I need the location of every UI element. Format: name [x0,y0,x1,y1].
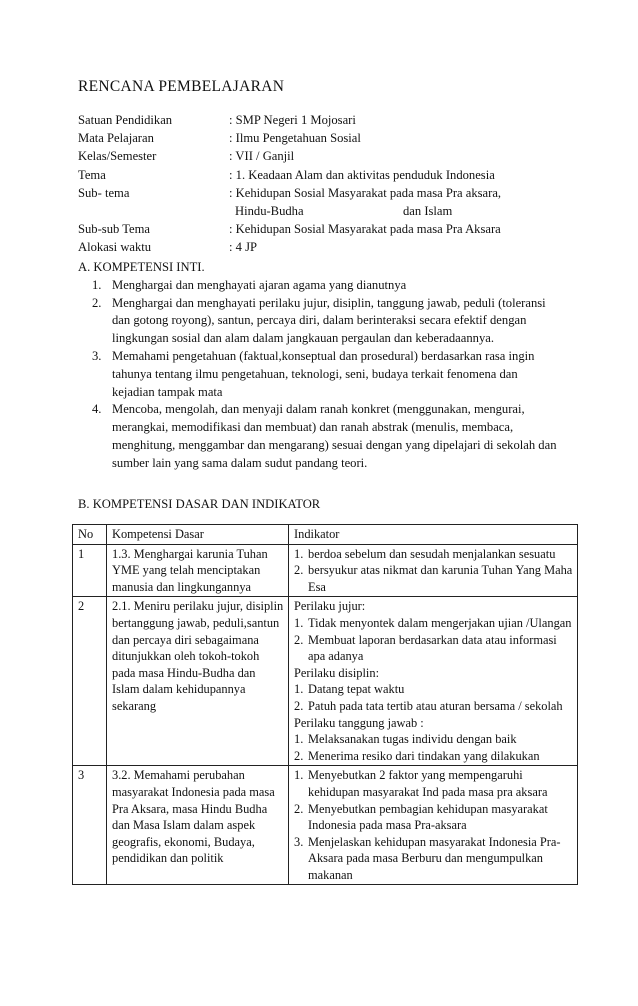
list-number: 2. [92,295,102,310]
cell-indikator [289,544,578,597]
indicator-number: 1. [294,615,304,630]
meta-row [78,220,559,238]
indicator-text: Menyebutkan pembagian kehidupan masyarakat Indonesia pada masa Pra-aksara [308,801,548,833]
list-item [78,401,558,472]
list-item [78,277,558,295]
section-heading: A. KOMPETENSI INTI. [78,260,205,274]
meta-row [78,147,559,165]
indicator-item [294,681,573,698]
list-number: 4. [92,402,102,417]
list-number: 1. [92,277,102,292]
indicator-item [294,698,573,715]
table-row [73,597,578,766]
indicator-item [294,632,573,665]
indicator-item [294,562,573,595]
indicator-text: Menjelaskan kehidupan masyarakat Indonesia Pra-Aksara pada masa Berburu dan mengumpulkan makanan [308,834,561,882]
indicator-group-title: Perilaku jujur: [294,599,366,614]
list-text: Menghargai dan menghayati perilaku jujur, disiplin, tanggung jawab, peduli (toleransi dan gotong royong), santun, percaya diri, dalam berinteraksi secara efektif dengan lingkungan sosial dan alam dalam jangkauan pergaulan dan keberadaannya. [112,295,546,346]
indicator-number: 2. [294,748,304,763]
indicator-text: berdoa sebelum dan sesudah menjalankan sesuatu [308,546,556,561]
table-row [73,766,578,885]
indicator-item [294,834,573,884]
cell-kompetensi-dasar: 1.3. Menghargai karunia Tuhan YME yang telah menciptakan manusia dan lingkungannya [107,544,289,597]
indicator-number: 2. [294,698,304,713]
cell-no: 3 [73,766,107,885]
meta-label: Tema [78,167,106,182]
meta-row [78,129,559,147]
indicator-text: Tidak menyontek dalam mengerjakan ujian /Ulangan [308,615,572,630]
list-text: Memahami pengetahuan (faktual,konseptual dan prosedural) berdasarkan rasa ingin tahunya tentang ilmu pengetahuan, teknologi, seni, budaya terkait fenomena dan kejadian tampak mata [112,348,535,399]
kompetensi-dasar-table [72,524,578,885]
identity-block [78,111,559,257]
indicator-number: 1. [294,546,304,561]
meta-label: Mata Pelajaran [78,131,154,146]
indicator-text: Patuh pada tata tertib atau aturan bersama / sekolah [308,698,563,713]
subtema-continuation [78,202,559,220]
subtema-cont-part1: Hindu-Budha [235,204,304,219]
indicator-text: Membuat laporan berdasarkan data atau informasi apa adanya [308,632,557,664]
kompetensi-inti-list [78,277,558,473]
cell-no: 1 [73,544,107,597]
indicator-number: 2. [294,563,304,578]
cell-indikator [289,766,578,885]
list-item [78,295,558,348]
indicator-number: 2. [294,801,304,816]
indicator-text: Menerima resiko dari tindakan yang dilakukan [308,748,540,763]
indicator-number: 1. [294,768,304,783]
indicator-number: 1. [294,682,304,697]
cell-kompetensi-dasar: 2.1. Meniru perilaku jujur, disiplin bertanggung jawab, peduli,santun dan percaya diri sebagaimana ditunjukkan oleh tokoh-tokoh pada masa Hindu-Budha dan Islam dalam kehidupannya sekarang [107,597,289,766]
meta-label: Sub- tema [78,185,130,200]
header-indikator: Indikator [289,525,578,545]
indicator-item [294,546,573,563]
meta-label: Sub-sub Tema [78,222,150,237]
kompetensi-inti-section [78,259,558,473]
indicator-group-title: Perilaku disiplin: [294,665,380,680]
indicator-item [294,731,573,748]
list-number: 3. [92,348,102,363]
meta-value: : 1. Keadaan Alam dan aktivitas penduduk Indonesia [229,167,495,182]
header-kompetensi-dasar: Kompetensi Dasar [107,525,289,545]
indicator-number: 2. [294,632,304,647]
list-text: Mencoba, mengolah, dan menyaji dalam ranah konkret (menggunakan, mengurai, merangkai, memodifikasi dan membuat) dan ranah abstrak (menulis, membaca, menghitung, menggambar dan mengarang) sesuai dengan yang dipelajari di sekolah dan sumber lain yang sama dalam sudut pandang teori. [112,402,557,470]
indicator-text: Menyebutkan 2 faktor yang mempengaruhi kehidupan masyarakat Ind pada masa pra aksara [308,768,548,799]
table-header-row [73,525,578,545]
list-item [78,348,558,401]
page-title: RENCANA PEMBELAJARAN [78,78,285,95]
cell-kompetensi-dasar: 3.2. Memahami perubahan masyarakat Indonesia pada masa Pra Aksara, masa Hindu Budha dan Masa Islam dalam aspek geografis, ekonomi, Budaya, pendidikan dan politik [107,766,289,885]
header-no: No [73,525,107,545]
section-heading: B. KOMPETENSI DASAR DAN INDIKATOR [78,497,321,511]
indicator-item [294,615,573,632]
table-row [73,544,578,597]
indicator-group-title: Perilaku tanggung jawab : [294,715,424,730]
indicator-text: Datang tepat waktu [308,682,405,697]
indicator-text: bersyukur atas nikmat dan karunia Tuhan Yang Maha Esa [308,563,573,594]
meta-label: Kelas/Semester [78,149,157,164]
cell-indikator [289,597,578,766]
meta-row [78,111,559,129]
indicator-item [294,767,573,800]
meta-row [78,166,559,184]
meta-row [78,184,559,202]
list-text: Menghargai dan menghayati ajaran agama yang dianutnya [112,277,407,292]
meta-value: : Kehidupan Sosial Masyarakat pada masa Pra Aksara [229,222,501,237]
meta-value: : VII / Ganjil [229,149,295,164]
meta-value: : SMP Negeri 1 Mojosari [229,113,356,127]
meta-value: : 4 JP [229,240,257,255]
cell-no: 2 [73,597,107,766]
indicator-number: 1. [294,732,304,747]
indicator-item [294,748,573,765]
meta-label: Satuan Pendidikan [78,113,173,127]
indicator-number: 3. [294,834,304,849]
meta-row [78,238,559,256]
indicator-text: Melaksanakan tugas individu dengan baik [308,732,517,747]
meta-label: Alokasi waktu [78,240,152,255]
meta-value: : Ilmu Pengetahuan Sosial [229,131,361,146]
subtema-cont-part2: dan Islam [403,204,453,219]
meta-value: : Kehidupan Sosial Masyarakat pada masa Pra aksara, [229,185,502,200]
indicator-item [294,801,573,834]
